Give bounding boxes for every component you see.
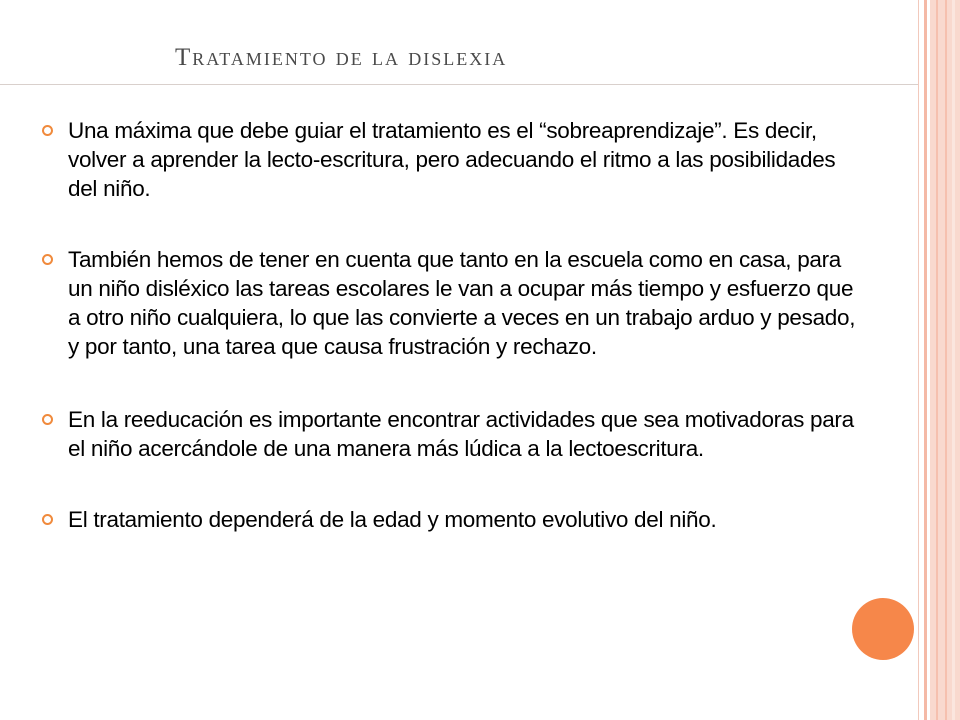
bullet-circle-icon	[42, 254, 53, 265]
bullet-item	[40, 405, 870, 463]
bullet-item	[40, 245, 870, 361]
bullet-circle-icon	[42, 125, 53, 136]
bullet-list	[40, 116, 870, 534]
bullet-text: Una máxima que debe guiar el tratamiento es el “sobreaprendizaje”. Es decir, volver a aprender la lecto-escritura, pero adecuando el ritmo a las posibilidades del niño.	[68, 118, 836, 201]
bullet-circle-icon	[42, 514, 53, 525]
slide-title: Tratamiento de la dislexia	[175, 44, 508, 71]
decorative-stripe	[952, 0, 955, 720]
bullet-text: También hemos de tener en cuenta que tanto en la escuela como en casa, para un niño disléxico las tareas escolares le van a ocupar más tiempo y esfuerzo que a otro niño cualquiera, lo que las convierte a veces en un trabajo arduo y pesado, y por tanto, una tarea que causa frustración y rechazo.	[68, 247, 856, 359]
bullet-item	[40, 505, 870, 534]
bullet-circle-icon	[42, 414, 53, 425]
bullet-text: El tratamiento dependerá de la edad y momento evolutivo del niño.	[68, 507, 717, 532]
decorative-stripe	[945, 0, 947, 720]
bullet-text: En la reeducación es importante encontrar actividades que sea motivadoras para el niño acercándole de una manera más lúdica a la lectoescritura.	[68, 407, 854, 461]
decorative-stripe	[918, 0, 919, 720]
decorative-orange-circle	[852, 598, 914, 660]
title-divider	[0, 84, 918, 85]
bullet-item	[40, 116, 870, 203]
decorative-stripe	[924, 0, 927, 720]
decorative-stripe	[936, 0, 938, 720]
